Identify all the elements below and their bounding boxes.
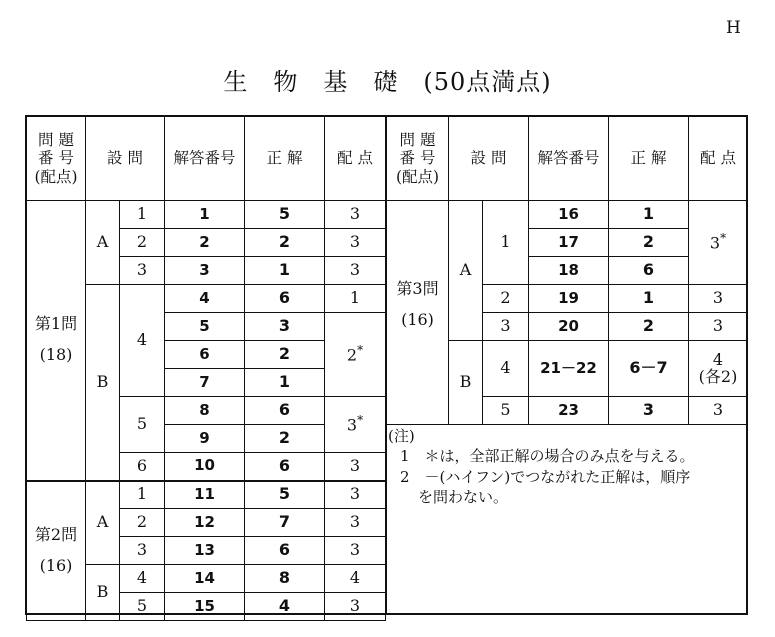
- q1-points: (18): [39, 345, 73, 365]
- table-cell: 19: [529, 285, 609, 313]
- q1-label: 第1問: [34, 314, 78, 334]
- col-header-mondai: [27, 117, 86, 201]
- table-cell: 1: [245, 257, 325, 285]
- q3-label: 第3問: [396, 279, 439, 298]
- table-cell: 1: [325, 285, 386, 313]
- col-header-kaito: 解答番号: [529, 117, 609, 201]
- table-cell: 23: [529, 397, 609, 425]
- table-cell: 16: [529, 201, 609, 229]
- answer-table-left: [26, 116, 386, 621]
- table-cell: 5: [483, 397, 529, 425]
- note-2-cont: を問わない。: [418, 487, 509, 506]
- q2-section-a: A: [86, 481, 120, 565]
- table-cell: 2: [165, 229, 245, 257]
- table-cell: 3: [325, 537, 386, 565]
- star-mark: *: [357, 413, 364, 428]
- q1-section-a: A: [86, 201, 120, 285]
- table-cell: 1: [609, 201, 689, 229]
- table-cell: 3: [689, 397, 748, 425]
- table-cell: 8: [245, 565, 325, 593]
- table-cell: 3: [120, 537, 165, 565]
- table-cell: 3: [245, 313, 325, 341]
- points-value: 3: [709, 233, 721, 253]
- table-cell: 3: [689, 313, 748, 341]
- table-cell: 3: [325, 201, 386, 229]
- q3-label-cell: [387, 201, 449, 425]
- q3-section-b: B: [449, 341, 483, 425]
- col-header-mondai-text: 問 題 番 号 (配点): [34, 130, 78, 186]
- q2-label-cell: [27, 481, 86, 621]
- col-header-haiten: 配 点: [689, 117, 748, 201]
- table-cell: 3: [325, 593, 386, 621]
- table-cell: [689, 201, 748, 285]
- table-cell: [325, 313, 386, 397]
- table-cell: 21－22: [529, 341, 609, 397]
- table-cell: 7: [245, 509, 325, 537]
- table-cell: [689, 341, 748, 397]
- table-cell: 11: [165, 481, 245, 509]
- col-header-mondai-text: 問 題 番 号 (配点): [395, 130, 440, 186]
- table-cell: 7: [165, 369, 245, 397]
- table-cell: 2: [120, 509, 165, 537]
- table-cell: 3: [120, 257, 165, 285]
- table-cell: 5: [245, 481, 325, 509]
- points-value: 2: [346, 345, 358, 365]
- page-title: 生 物 基 礎 (50点満点): [223, 68, 552, 96]
- table-cell: 5: [165, 313, 245, 341]
- table-cell: 5: [120, 593, 165, 621]
- q1-section-b: B: [86, 285, 120, 481]
- note-1: 1 ＊は，全部正解の場合のみ点を与える。: [400, 447, 695, 466]
- table-cell: 4: [245, 593, 325, 621]
- table-cell: 3: [325, 509, 386, 537]
- table-cell: 2: [245, 425, 325, 453]
- table-cell: 2: [483, 285, 529, 313]
- table-cell: 2: [245, 229, 325, 257]
- table-cell: 14: [165, 565, 245, 593]
- table-cell: 3: [325, 229, 386, 257]
- table-cell: 13: [165, 537, 245, 565]
- table-cell: 4: [165, 285, 245, 313]
- table-cell: 2: [245, 341, 325, 369]
- points-value: 3: [346, 415, 358, 435]
- q3-section-a: A: [449, 201, 483, 341]
- table-cell: 2: [609, 313, 689, 341]
- table-cell: 6－7: [609, 341, 689, 397]
- table-cell: 4: [120, 565, 165, 593]
- table-cell: 3: [689, 285, 748, 313]
- table-cell: 3: [325, 453, 386, 481]
- table-cell: 3: [165, 257, 245, 285]
- q2-section-b: B: [86, 565, 120, 621]
- table-cell: 1: [120, 481, 165, 509]
- table-cell: 6: [609, 257, 689, 285]
- q2-points: (16): [39, 555, 73, 575]
- table-cell: 6: [245, 285, 325, 313]
- table-cell: 5: [245, 201, 325, 229]
- table-cell: 1: [120, 201, 165, 229]
- col-header-seikai: 正 解: [245, 117, 325, 201]
- table-cell: [325, 397, 386, 453]
- table-cell: 9: [165, 425, 245, 453]
- table-cell: 1: [483, 201, 529, 285]
- notes-heading: (注): [388, 427, 415, 445]
- table-cell: 3: [609, 397, 689, 425]
- q3-points: (16): [401, 309, 434, 329]
- table-cell: 3: [325, 481, 386, 509]
- table-cell: 18: [529, 257, 609, 285]
- points-each: (各2): [698, 366, 738, 386]
- table-cell: 1: [245, 369, 325, 397]
- table-cell: 1: [609, 285, 689, 313]
- col-header-setsumon: 設 問: [86, 117, 165, 201]
- table-center-divider: [385, 115, 387, 615]
- page-corner-code: H: [726, 18, 741, 38]
- table-cell: 6: [245, 453, 325, 481]
- table-cell: 1: [165, 201, 245, 229]
- table-cell: 3: [483, 313, 529, 341]
- table-cell: 12: [165, 509, 245, 537]
- table-cell: 2: [120, 229, 165, 257]
- points-value: 4: [712, 349, 724, 369]
- table-cell: 10: [165, 453, 245, 481]
- note-2: 2 －(ハイフン)でつながれた正解は，順序: [400, 467, 691, 486]
- table-cell: 8: [165, 397, 245, 425]
- col-header-kaito: 解答番号: [165, 117, 245, 201]
- col-header-haiten: 配 点: [325, 117, 386, 201]
- col-header-setsumon: 設 問: [449, 117, 529, 201]
- table-cell: 3: [325, 257, 386, 285]
- star-mark: *: [357, 343, 364, 358]
- table-cell: 6: [120, 453, 165, 481]
- table-cell: 4: [120, 285, 165, 397]
- table-cell: 17: [529, 229, 609, 257]
- table-cell: 6: [245, 397, 325, 425]
- table-cell: 6: [165, 341, 245, 369]
- q2-label: 第2問: [34, 524, 78, 544]
- table-cell: 5: [120, 397, 165, 453]
- q1-label-cell: [27, 201, 86, 481]
- notes: [388, 426, 744, 507]
- answer-table-right: [386, 116, 748, 425]
- table-cell: 2: [609, 229, 689, 257]
- table-cell: 4: [483, 341, 529, 397]
- table-cell: 4: [325, 565, 386, 593]
- star-mark: *: [720, 231, 727, 246]
- table-cell: 6: [245, 537, 325, 565]
- col-header-mondai: [387, 117, 449, 201]
- table-cell: 15: [165, 593, 245, 621]
- col-header-seikai: 正 解: [609, 117, 689, 201]
- table-cell: 20: [529, 313, 609, 341]
